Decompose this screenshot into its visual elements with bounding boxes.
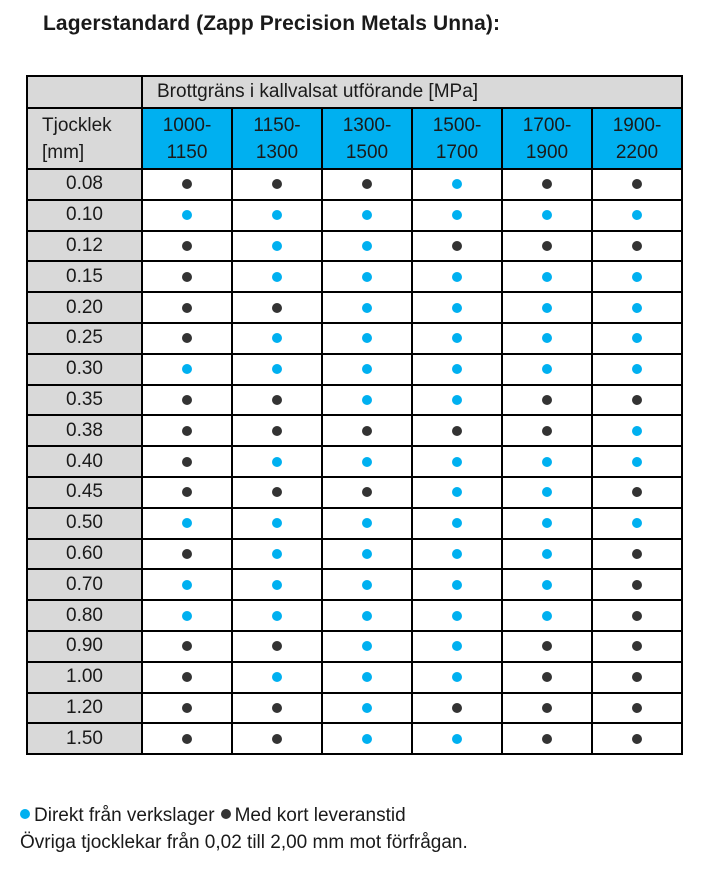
- short-lead-dot-icon: [272, 179, 282, 189]
- availability-cell: [232, 508, 322, 539]
- availability-cell: [412, 600, 502, 631]
- availability-cell: [142, 292, 232, 323]
- short-lead-dot-icon: [542, 241, 552, 251]
- stock-dot-icon: [542, 457, 552, 467]
- availability-cell: [232, 446, 322, 477]
- availability-cell: [322, 231, 412, 262]
- availability-cell: [322, 508, 412, 539]
- availability-cell: [232, 662, 322, 693]
- stock-dot-icon: [452, 457, 462, 467]
- stock-dot-icon: [632, 272, 642, 282]
- stock-dot-icon: [452, 395, 462, 405]
- availability-cell: [412, 169, 502, 200]
- short-lead-dot-icon: [452, 703, 462, 713]
- availability-cell: [232, 631, 322, 662]
- range-to: 1300: [255, 141, 299, 163]
- short-lead-dot-icon: [272, 734, 282, 744]
- availability-cell: [322, 292, 412, 323]
- availability-cell: [142, 723, 232, 754]
- thickness-header-unit: [mm]: [42, 141, 85, 163]
- short-lead-dot-icon: [272, 641, 282, 651]
- short-lead-dot-icon: [182, 241, 192, 251]
- availability-cell: [502, 723, 592, 754]
- availability-cell: [502, 508, 592, 539]
- table-row: [27, 693, 682, 724]
- range-to: 1900: [525, 141, 569, 163]
- stock-dot-icon: [452, 580, 462, 590]
- availability-cell: [502, 631, 592, 662]
- short-lead-dot-icon: [272, 487, 282, 497]
- availability-cell: [592, 169, 682, 200]
- availability-cell: [232, 354, 322, 385]
- availability-cell: [142, 200, 232, 231]
- thickness-cell: 0.45: [27, 477, 142, 508]
- short-lead-dot-icon: [182, 272, 192, 282]
- stock-dot-icon: [362, 549, 372, 559]
- availability-cell: [502, 169, 592, 200]
- availability-cell: [322, 169, 412, 200]
- short-lead-dot-icon: [272, 303, 282, 313]
- stock-dot-icon: [182, 364, 192, 374]
- availability-cell: [232, 385, 322, 416]
- stock-dot-icon: [362, 272, 372, 282]
- stock-dot-icon: [632, 303, 642, 313]
- tensile-strength-header: Brottgräns i kallvalsat utförande [MPa]: [142, 76, 682, 108]
- availability-cell: [142, 631, 232, 662]
- short-lead-dot-icon: [632, 703, 642, 713]
- stock-dot-icon: [362, 457, 372, 467]
- availability-cell: [412, 539, 502, 570]
- availability-cell: [412, 385, 502, 416]
- table-row: [27, 169, 682, 200]
- availability-cell: [142, 662, 232, 693]
- range-from: 1700-: [522, 114, 572, 136]
- availability-cell: [412, 508, 502, 539]
- short-lead-dot-icon: [362, 487, 372, 497]
- short-lead-dot-icon: [272, 426, 282, 436]
- availability-cell: [322, 446, 412, 477]
- availability-cell: [412, 354, 502, 385]
- availability-cell: [322, 662, 412, 693]
- short-lead-dot-icon: [362, 426, 372, 436]
- short-lead-dot-icon: [542, 734, 552, 744]
- stock-dot-icon: [272, 611, 282, 621]
- table-row: [27, 723, 682, 754]
- stock-dot-icon: [362, 241, 372, 251]
- availability-cell: [412, 261, 502, 292]
- availability-cell: [592, 292, 682, 323]
- availability-cell: [412, 631, 502, 662]
- stock-dot-icon: [542, 518, 552, 528]
- availability-cell: [502, 693, 592, 724]
- range-header-5: [592, 108, 682, 169]
- page-title: Lagerstandard (Zapp Precision Metals Unna):: [43, 12, 501, 35]
- availability-cell: [592, 631, 682, 662]
- legend: [20, 802, 406, 829]
- thickness-cell: 0.30: [27, 354, 142, 385]
- stock-dot-icon: [542, 580, 552, 590]
- availability-cell: [232, 600, 322, 631]
- short-lead-dot-icon: [182, 333, 192, 343]
- range-from: 1500-: [432, 114, 482, 136]
- stock-dot-icon: [272, 580, 282, 590]
- short-lead-dot-icon: [542, 703, 552, 713]
- stock-dot-icon: [272, 333, 282, 343]
- availability-cell: [322, 323, 412, 354]
- availability-cell: [592, 354, 682, 385]
- stock-dot-icon: [182, 580, 192, 590]
- short-lead-dot-icon: [182, 672, 192, 682]
- availability-cell: [232, 200, 322, 231]
- short-lead-dot-icon: [272, 703, 282, 713]
- stock-dot-icon: [362, 641, 372, 651]
- availability-cell: [502, 662, 592, 693]
- short-lead-dot-icon: [182, 703, 192, 713]
- stock-dot-icon: [632, 426, 642, 436]
- availability-cell: [232, 569, 322, 600]
- short-lead-dot-icon: [632, 241, 642, 251]
- stock-dot-icon: [362, 580, 372, 590]
- availability-cell: [592, 539, 682, 570]
- thickness-cell: 0.35: [27, 385, 142, 416]
- table-row: [27, 631, 682, 662]
- stock-dot-icon: [362, 210, 372, 220]
- stock-dot-icon: [542, 364, 552, 374]
- availability-cell: [232, 261, 322, 292]
- stock-table: [26, 75, 683, 755]
- stock-dot-icon: [362, 333, 372, 343]
- corner-cell: [27, 76, 142, 108]
- table-row: [27, 477, 682, 508]
- thickness-cell: 0.38: [27, 415, 142, 446]
- thickness-header-label: Tjocklek: [42, 114, 112, 136]
- stock-dot-icon: [542, 210, 552, 220]
- short-lead-dot-icon: [632, 672, 642, 682]
- short-lead-dot-icon: [182, 641, 192, 651]
- availability-cell: [322, 385, 412, 416]
- table-row: [27, 662, 682, 693]
- stock-dot-icon: [452, 611, 462, 621]
- availability-cell: [142, 415, 232, 446]
- availability-cell: [322, 539, 412, 570]
- table-row: [27, 354, 682, 385]
- availability-cell: [322, 261, 412, 292]
- short-lead-dot-icon: [632, 734, 642, 744]
- availability-cell: [232, 539, 322, 570]
- availability-cell: [592, 508, 682, 539]
- short-lead-dot-icon: [542, 672, 552, 682]
- short-lead-dot-icon: [542, 641, 552, 651]
- stock-dot-icon: [542, 333, 552, 343]
- stock-dot-icon: [452, 518, 462, 528]
- availability-cell: [592, 385, 682, 416]
- availability-cell: [412, 415, 502, 446]
- availability-cell: [232, 477, 322, 508]
- availability-cell: [322, 415, 412, 446]
- stock-dot-icon: [452, 734, 462, 744]
- table-row: [27, 200, 682, 231]
- availability-cell: [412, 723, 502, 754]
- stock-dot-icon: [272, 549, 282, 559]
- stock-dot-icon: [542, 487, 552, 497]
- stock-dot-icon: [362, 611, 372, 621]
- table-row: [27, 261, 682, 292]
- availability-cell: [502, 323, 592, 354]
- availability-cell: [412, 477, 502, 508]
- availability-cell: [232, 231, 322, 262]
- availability-cell: [502, 231, 592, 262]
- availability-cell: [412, 231, 502, 262]
- stock-dot-icon: [362, 703, 372, 713]
- table-row: [27, 385, 682, 416]
- availability-cell: [322, 723, 412, 754]
- availability-cell: [592, 415, 682, 446]
- availability-cell: [592, 693, 682, 724]
- stock-dot-icon: [272, 272, 282, 282]
- short-lead-dot-icon: [182, 303, 192, 313]
- availability-cell: [142, 261, 232, 292]
- range-header-2: [322, 108, 412, 169]
- availability-cell: [502, 261, 592, 292]
- range-to: 1700: [435, 141, 479, 163]
- availability-cell: [142, 385, 232, 416]
- short-lead-dot-icon: [452, 426, 462, 436]
- thickness-cell: 1.50: [27, 723, 142, 754]
- stock-dot-icon: [362, 364, 372, 374]
- thickness-cell: 0.80: [27, 600, 142, 631]
- availability-cell: [592, 231, 682, 262]
- short-lead-dot-icon: [632, 580, 642, 590]
- availability-cell: [142, 323, 232, 354]
- availability-cell: [502, 385, 592, 416]
- availability-cell: [502, 354, 592, 385]
- availability-cell: [322, 600, 412, 631]
- stock-dot-icon: [452, 303, 462, 313]
- stock-dot-icon: [272, 518, 282, 528]
- stock-dot-icon: [542, 549, 552, 559]
- stock-dot-icon: [452, 179, 462, 189]
- thickness-cell: 0.25: [27, 323, 142, 354]
- stock-dot-icon: [452, 487, 462, 497]
- stock-dot-icon: [362, 518, 372, 528]
- short-lead-dot-icon: [452, 241, 462, 251]
- range-from: 1900-: [612, 114, 662, 136]
- range-header-0: [142, 108, 232, 169]
- table-row: [27, 292, 682, 323]
- availability-cell: [232, 415, 322, 446]
- availability-cell: [502, 569, 592, 600]
- availability-cell: [142, 539, 232, 570]
- range-header-3: [412, 108, 502, 169]
- availability-cell: [502, 539, 592, 570]
- availability-cell: [592, 662, 682, 693]
- availability-cell: [142, 600, 232, 631]
- thickness-cell: 0.50: [27, 508, 142, 539]
- stock-dot-icon: [362, 303, 372, 313]
- stock-dot-icon: [542, 272, 552, 282]
- stock-dot-icon: [452, 272, 462, 282]
- range-from: 1000-: [162, 114, 212, 136]
- range-header-4: [502, 108, 592, 169]
- availability-cell: [142, 477, 232, 508]
- availability-cell: [592, 723, 682, 754]
- stock-dot-icon: [632, 364, 642, 374]
- thickness-cell: 0.90: [27, 631, 142, 662]
- short-lead-dot-icon: [632, 641, 642, 651]
- availability-cell: [322, 200, 412, 231]
- table-row: [27, 600, 682, 631]
- thickness-cell: 0.20: [27, 292, 142, 323]
- table-row: [27, 539, 682, 570]
- table-row: [27, 415, 682, 446]
- short-lead-dot-icon: [182, 734, 192, 744]
- stock-dot-icon: [272, 672, 282, 682]
- short-lead-dot-icon: [182, 395, 192, 405]
- stock-dot-icon: [452, 333, 462, 343]
- footnote: Övriga tjocklekar från 0,02 till 2,00 mm mot förfrågan.: [20, 832, 468, 853]
- range-to: 1150: [166, 141, 208, 163]
- availability-cell: [502, 477, 592, 508]
- table-row: [27, 569, 682, 600]
- stock-dot-icon: [452, 210, 462, 220]
- stock-dot-icon: [362, 395, 372, 405]
- availability-cell: [592, 477, 682, 508]
- availability-cell: [142, 354, 232, 385]
- short-lead-dot-icon: [542, 395, 552, 405]
- availability-cell: [322, 569, 412, 600]
- stock-dot-icon: [542, 611, 552, 621]
- availability-cell: [232, 693, 322, 724]
- short-lead-dot-icon: [632, 487, 642, 497]
- availability-cell: [322, 477, 412, 508]
- stock-dot-icon: [632, 333, 642, 343]
- short-lead-dot-icon: [221, 809, 231, 819]
- availability-cell: [502, 292, 592, 323]
- stock-dot-icon: [182, 518, 192, 528]
- thickness-header: [27, 108, 142, 169]
- table-row: [27, 231, 682, 262]
- stock-dot-icon: [362, 672, 372, 682]
- short-lead-dot-icon: [182, 179, 192, 189]
- stock-dot-icon: [452, 364, 462, 374]
- thickness-cell: 0.60: [27, 539, 142, 570]
- stock-dot-icon: [632, 210, 642, 220]
- short-lead-dot-icon: [632, 179, 642, 189]
- legend-short-lead-label: Med kort leveranstid: [234, 805, 406, 826]
- stock-dot-icon: [272, 457, 282, 467]
- table-row: [27, 323, 682, 354]
- thickness-cell: 0.12: [27, 231, 142, 262]
- range-header-1: [232, 108, 322, 169]
- stock-dot-icon: [362, 734, 372, 744]
- availability-cell: [592, 200, 682, 231]
- availability-cell: [142, 169, 232, 200]
- table-row: [27, 508, 682, 539]
- availability-cell: [592, 323, 682, 354]
- short-lead-dot-icon: [272, 395, 282, 405]
- thickness-cell: 0.10: [27, 200, 142, 231]
- availability-cell: [232, 292, 322, 323]
- availability-cell: [142, 446, 232, 477]
- availability-cell: [502, 600, 592, 631]
- stock-dot-icon: [452, 641, 462, 651]
- range-from: 1150-: [253, 114, 301, 136]
- stock-dot-icon: [542, 303, 552, 313]
- availability-cell: [412, 693, 502, 724]
- availability-cell: [412, 662, 502, 693]
- stock-dot-icon: [452, 672, 462, 682]
- short-lead-dot-icon: [182, 426, 192, 436]
- availability-cell: [592, 569, 682, 600]
- thickness-cell: 1.20: [27, 693, 142, 724]
- short-lead-dot-icon: [182, 487, 192, 497]
- stock-dot-icon: [272, 210, 282, 220]
- table-row: [27, 446, 682, 477]
- stock-dot-icon: [452, 549, 462, 559]
- availability-cell: [322, 354, 412, 385]
- stock-dot-icon: [272, 364, 282, 374]
- range-to: 1500: [345, 141, 389, 163]
- availability-cell: [322, 693, 412, 724]
- thickness-cell: 0.15: [27, 261, 142, 292]
- short-lead-dot-icon: [362, 179, 372, 189]
- thickness-cell: 0.40: [27, 446, 142, 477]
- stock-dot-icon: [272, 241, 282, 251]
- availability-cell: [232, 723, 322, 754]
- stock-dot-icon: [20, 809, 30, 819]
- availability-cell: [412, 446, 502, 477]
- stock-dot-icon: [182, 210, 192, 220]
- availability-cell: [502, 415, 592, 446]
- availability-cell: [592, 446, 682, 477]
- availability-cell: [502, 200, 592, 231]
- short-lead-dot-icon: [632, 395, 642, 405]
- availability-cell: [232, 169, 322, 200]
- availability-cell: [592, 600, 682, 631]
- short-lead-dot-icon: [542, 426, 552, 436]
- thickness-cell: 0.70: [27, 569, 142, 600]
- availability-cell: [322, 631, 412, 662]
- range-from: 1300-: [342, 114, 392, 136]
- availability-cell: [142, 569, 232, 600]
- availability-cell: [412, 200, 502, 231]
- table-body: [27, 169, 682, 754]
- thickness-cell: 1.00: [27, 662, 142, 693]
- availability-cell: [232, 323, 322, 354]
- short-lead-dot-icon: [182, 457, 192, 467]
- stock-dot-icon: [632, 457, 642, 467]
- stock-dot-icon: [632, 518, 642, 528]
- availability-cell: [412, 292, 502, 323]
- short-lead-dot-icon: [632, 549, 642, 559]
- availability-cell: [502, 446, 592, 477]
- stock-dot-icon: [182, 611, 192, 621]
- availability-cell: [142, 231, 232, 262]
- range-to: 2200: [615, 141, 659, 163]
- legend-stock-label: Direkt från verkslager: [34, 805, 215, 826]
- availability-cell: [592, 261, 682, 292]
- availability-cell: [412, 569, 502, 600]
- thickness-cell: 0.08: [27, 169, 142, 200]
- availability-cell: [142, 693, 232, 724]
- availability-cell: [142, 508, 232, 539]
- availability-cell: [412, 323, 502, 354]
- short-lead-dot-icon: [632, 611, 642, 621]
- short-lead-dot-icon: [542, 179, 552, 189]
- short-lead-dot-icon: [182, 549, 192, 559]
